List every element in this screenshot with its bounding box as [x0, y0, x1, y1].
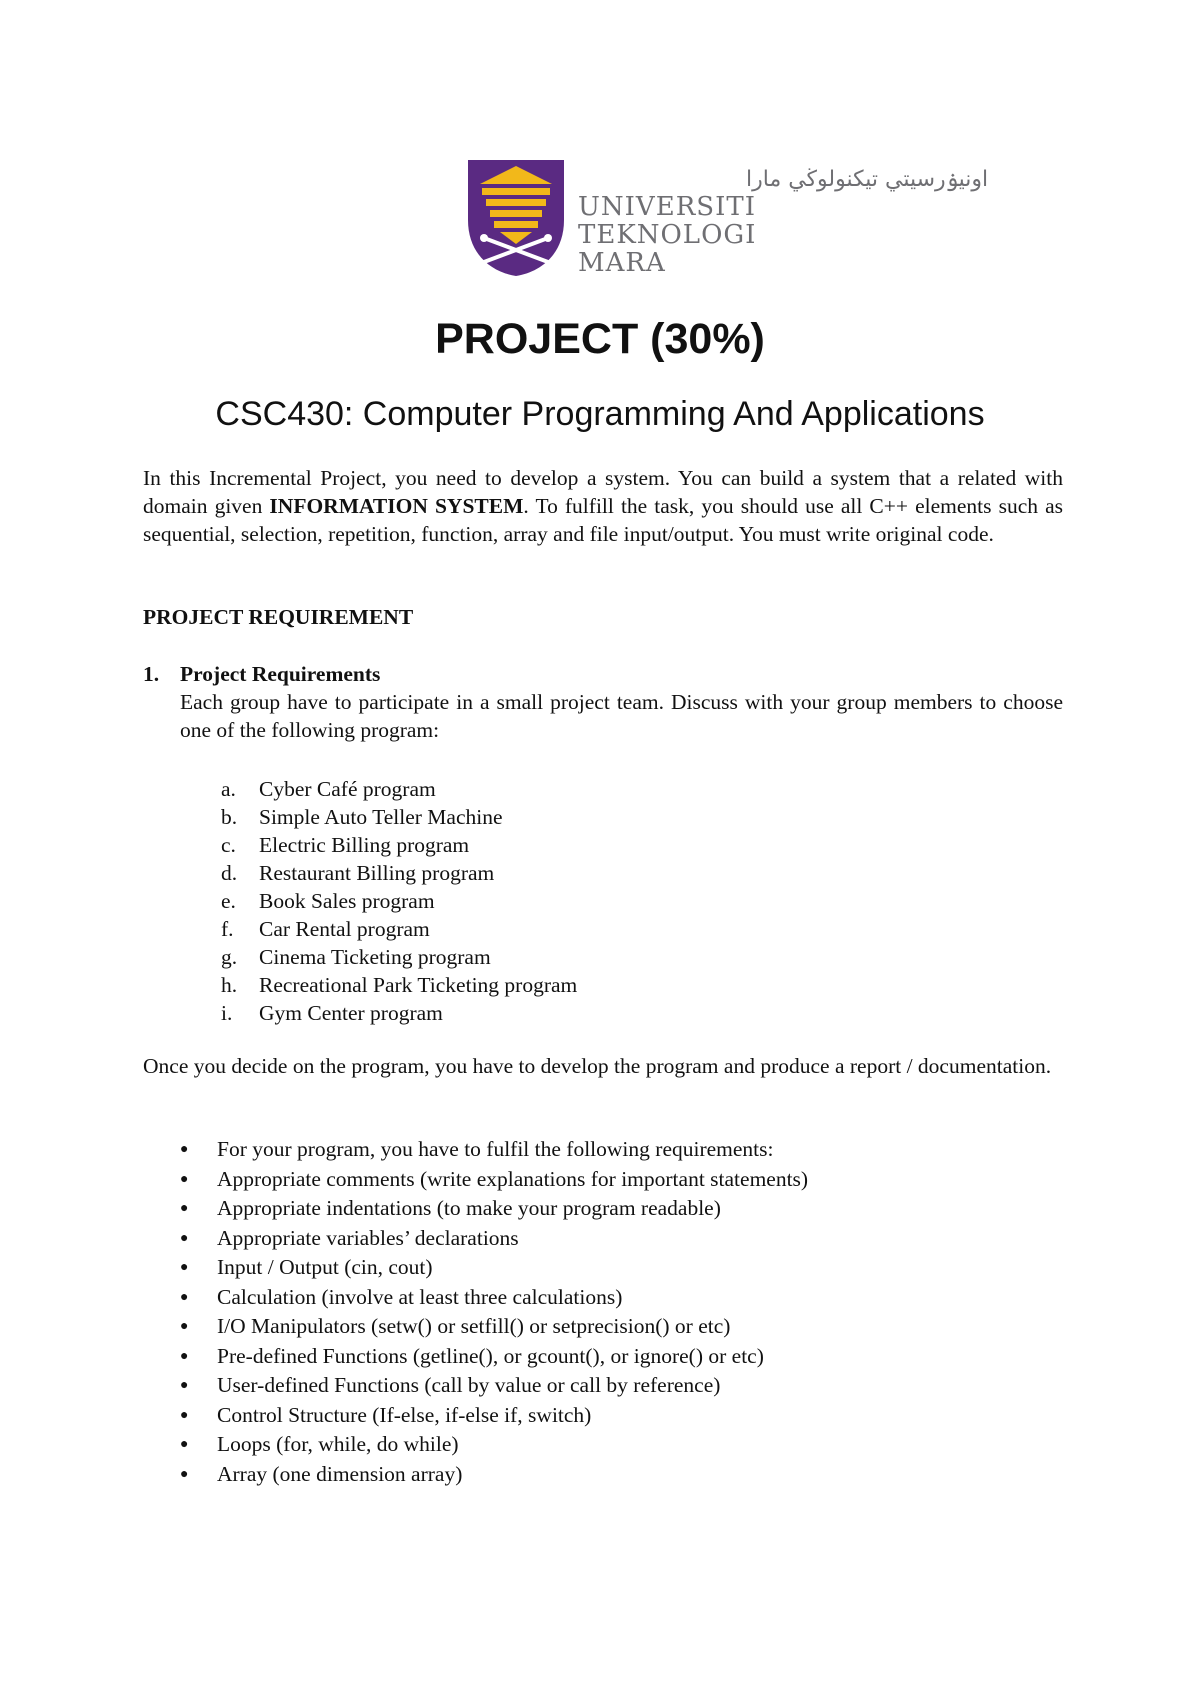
- bullet-icon: ●: [180, 1348, 189, 1364]
- bullet-text: For your program, you have to fulfil the following requirements:: [217, 1137, 774, 1161]
- option-text: Recreational Park Ticketing program: [259, 973, 578, 997]
- list-item: [180, 1312, 808, 1342]
- option-letter: f.: [221, 917, 234, 941]
- list-item: [221, 971, 577, 999]
- option-text: Book Sales program: [259, 889, 435, 913]
- bullet-text: Appropriate indentations (to make your program readable): [217, 1196, 721, 1220]
- option-letter: d.: [221, 861, 238, 885]
- requirement-title-row: [143, 660, 1063, 688]
- intro-text-2: . To fulfill the task, you should use all C++ elements such as sequential, selection, repetition, function, array and file input/output. You must write original code.: [143, 494, 1063, 546]
- list-item: [180, 1283, 808, 1313]
- bullet-icon: ●: [180, 1437, 189, 1452]
- crest-icon: [466, 158, 566, 278]
- option-letter: c.: [221, 833, 236, 857]
- intro-paragraph: [143, 464, 1063, 548]
- list-item: [180, 1135, 808, 1165]
- bullet-text: Control Structure (If-else, if-else if, switch): [217, 1402, 592, 1427]
- bullet-icon: ●: [180, 1407, 189, 1423]
- option-text: Restaurant Billing program: [259, 861, 495, 885]
- intro-text-1: In this Incremental Project, you need to develop a system. You can build a system that a related with domain given: [143, 466, 1063, 518]
- list-item: [180, 1165, 808, 1195]
- list-item: [180, 1401, 808, 1431]
- list-item: [180, 1342, 808, 1372]
- bullet-text: Array (one dimension array): [217, 1461, 463, 1486]
- list-item: [180, 1460, 808, 1490]
- option-text: Gym Center program: [259, 1001, 443, 1025]
- bullet-text: Pre-defined Functions (getline(), or gcount(), or ignore() or etc): [217, 1343, 764, 1368]
- bullet-text: Calculation (involve at least three calculations): [217, 1284, 623, 1309]
- requirement-number: 1.: [143, 662, 160, 686]
- list-item: [221, 943, 577, 971]
- bullet-icon: ●: [180, 1260, 189, 1275]
- intro-bold: INFORMATION SYSTEM: [269, 494, 524, 518]
- course-subtitle: CSC430: Computer Programming And Applications: [215, 395, 985, 433]
- section-heading: PROJECT REQUIREMENT: [143, 605, 414, 629]
- option-letter: i.: [221, 1001, 233, 1025]
- logo-line-1: UNIVERSITI: [578, 192, 756, 222]
- list-item: [221, 831, 577, 859]
- list-item: [221, 915, 577, 943]
- option-letter: a.: [221, 777, 236, 801]
- bullet-icon: ●: [180, 1289, 189, 1305]
- bullet-text: Appropriate variables’ declarations: [217, 1225, 519, 1250]
- program-options-list: [221, 775, 577, 1027]
- bullet-icon: ●: [180, 1142, 189, 1157]
- list-item: [221, 887, 577, 915]
- list-item: [180, 1430, 808, 1460]
- logo-line-2: TEKNOLOGI: [578, 220, 757, 250]
- page-title: PROJECT (30%): [435, 315, 765, 363]
- jawi-text: اونيۏرسيتي تيكنولوڬي مارا: [746, 167, 989, 192]
- list-item: [180, 1371, 808, 1401]
- list-item: [180, 1194, 808, 1224]
- option-letter: b.: [221, 805, 238, 829]
- requirements-bullet-list: [180, 1135, 808, 1489]
- bullet-text: Loops (for, while, do while): [217, 1432, 459, 1456]
- list-item: [221, 859, 577, 887]
- option-text: Electric Billing program: [259, 833, 470, 857]
- list-item: [221, 999, 577, 1027]
- list-item: [180, 1253, 808, 1283]
- option-text: Cyber Café program: [259, 777, 436, 801]
- option-letter: g.: [221, 945, 238, 969]
- option-letter: e.: [221, 889, 236, 913]
- closing-paragraph: Once you decide on the program, you have to develop the program and produce a report / documentation.: [143, 1054, 1052, 1078]
- list-item: [221, 775, 577, 803]
- option-text: Simple Auto Teller Machine: [259, 805, 503, 829]
- bullet-icon: ●: [180, 1171, 189, 1187]
- bullet-text: Appropriate comments (write explanations for important statements): [217, 1166, 809, 1191]
- bullet-icon: ●: [180, 1378, 189, 1393]
- option-letter: h.: [221, 973, 238, 997]
- bullet-icon: ●: [180, 1319, 189, 1334]
- bullet-text: I/O Manipulators (setw() or setfill() or setprecision() or etc): [217, 1314, 731, 1338]
- option-text: Car Rental program: [259, 917, 430, 941]
- requirement-title: Project Requirements: [180, 662, 381, 686]
- bullet-text: User-defined Functions (call by value or call by reference): [217, 1373, 721, 1397]
- bullet-icon: ●: [180, 1230, 189, 1246]
- bullet-text: Input / Output (cin, cout): [217, 1255, 433, 1279]
- bullet-icon: ●: [180, 1201, 189, 1216]
- university-logo: [466, 158, 989, 278]
- logo-line-3: MARA: [578, 248, 666, 278]
- list-item: [221, 803, 577, 831]
- bullet-icon: ●: [180, 1466, 189, 1482]
- list-item: [180, 1224, 808, 1254]
- option-text: Cinema Ticketing program: [259, 945, 491, 969]
- requirement-block: [143, 660, 1063, 744]
- requirement-description: Each group have to participate in a small project team. Discuss with your group members to choose one of the following program:: [180, 690, 1063, 742]
